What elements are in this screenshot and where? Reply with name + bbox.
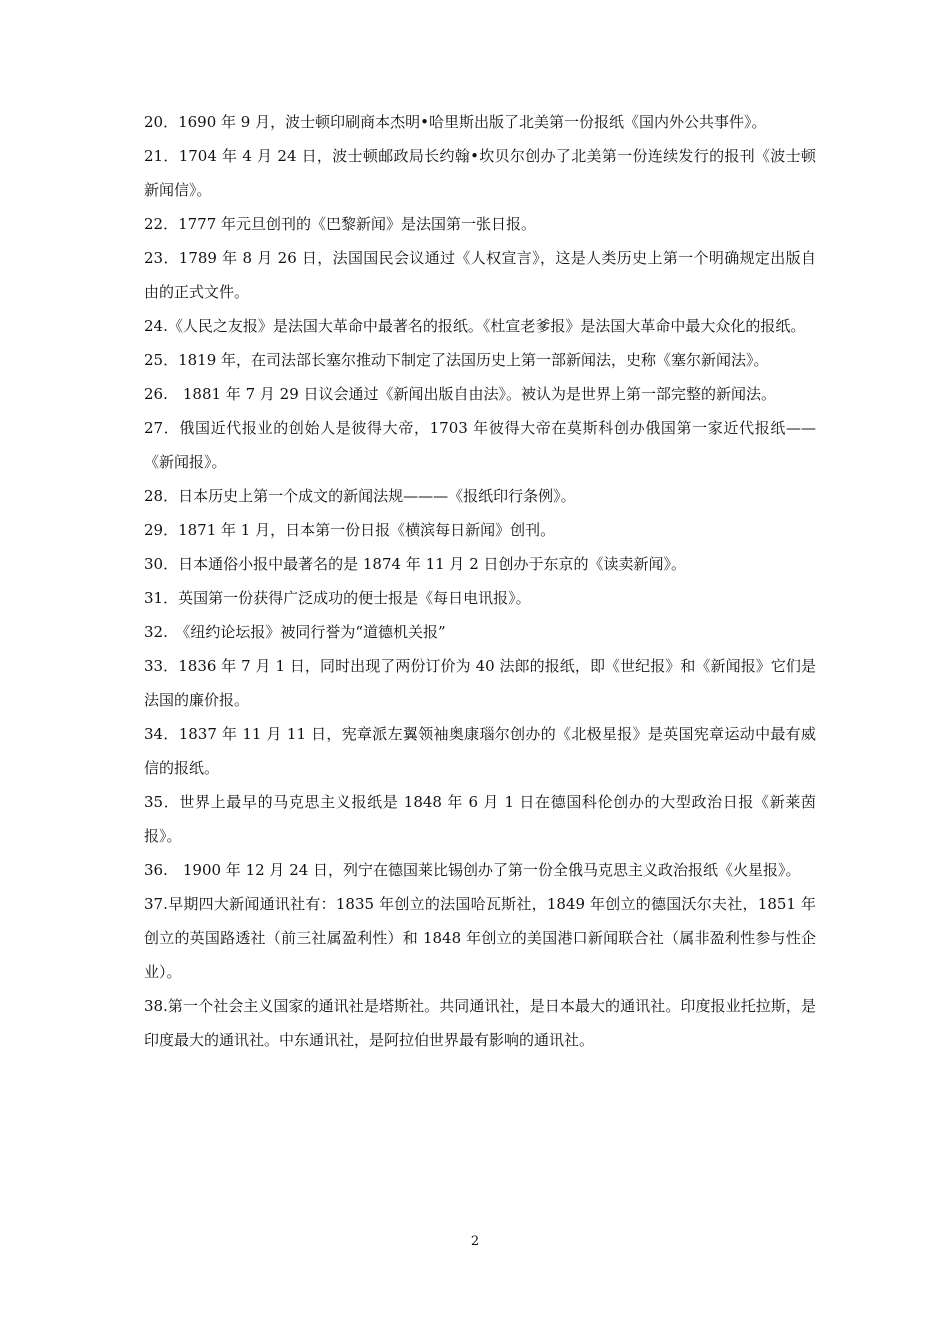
list-item: 38.第一个社会主义国家的通讯社是塔斯社。共同通讯社，是日本最大的通讯社。印度报业托拉斯，是印度最大的通讯社。中东通讯社，是阿拉伯世界最有影响的通讯社。 [144,997,816,1049]
list-item: 23．1789 年 8 月 26 日，法国国民会议通过《人权宣言》，这是人类历史上第一个明确规定出版自由的正式文件。 [144,249,816,301]
list-item: 27．俄国近代报业的创始人是彼得大帝，1703 年彼得大帝在莫斯科创办俄国第一家近代报纸——《新闻报》。 [144,419,816,471]
list-item: 29．1871 年 1 月，日本第一份日报《横滨每日新闻》创刊。 [144,521,556,539]
list-item: 31．英国第一份获得广泛成功的便士报是《每日电讯报》。 [144,589,531,607]
list-item: 37.早期四大新闻通讯社有：1835 年创立的法国哈瓦斯社，1849 年创立的德国沃尔夫社，1851 年创立的英国路透社（前三社属盈利性）和 1848 年创立的美国港口新闻联合社（属非盈利性参与性企业）。 [144,895,816,981]
list-item: 33．1836 年 7 月 1 日，同时出现了两份订价为 40 法郎的报纸，即《世纪报》和《新闻报》它们是法国的廉价报。 [144,657,816,709]
list-item: 32. 《纽约论坛报》被同行誉为“道德机关报” [144,623,446,641]
list-item: 36. 1900 年 12 月 24 日，列宁在德国莱比锡创办了第一份全俄马克思主义政治报纸《火星报》。 [144,861,801,879]
list-item: 26. 1881 年 7 月 29 日议会通过《新闻出版自由法》。被认为是世界上第一部完整的新闻法。 [144,385,777,403]
list-item: 30．日本通俗小报中最著名的是 1874 年 11 月 2 日创办于东京的《读卖新闻》。 [144,555,687,573]
document-body [144,105,816,1057]
list-item: 24.《人民之友报》是法国大革命中最著名的报纸。《杜宣老爹报》是法国大革命中最大众化的报纸。 [144,317,806,335]
list-item: 22．1777 年元旦创刊的《巴黎新闻》是法国第一张日报。 [144,215,537,233]
list-item: 35．世界上最早的马克思主义报纸是 1848 年 6 月 1 日在德国科伦创办的大型政治日报《新莱茵报》。 [144,793,816,845]
list-item: 20．1690 年 9 月，波士顿印刷商本杰明•哈里斯出版了北美第一份报纸《国内外公共事件》。 [144,113,767,131]
list-item: 34．1837 年 11 月 11 日，宪章派左翼领袖奥康瑙尔创办的《北极星报》是英国宪章运动中最有威信的报纸。 [144,725,816,777]
list-item: 21．1704 年 4 月 24 日，波士顿邮政局长约翰•坎贝尔创办了北美第一份连续发行的报刊《波士顿新闻信》。 [144,147,816,199]
page-number: 2 [470,1234,480,1249]
list-item: 28．日本历史上第一个成文的新闻法规———《报纸印行条例》。 [144,487,576,505]
list-item: 25．1819 年，在司法部长塞尔推动下制定了法国历史上第一部新闻法，史称《塞尔新闻法》。 [144,351,769,369]
